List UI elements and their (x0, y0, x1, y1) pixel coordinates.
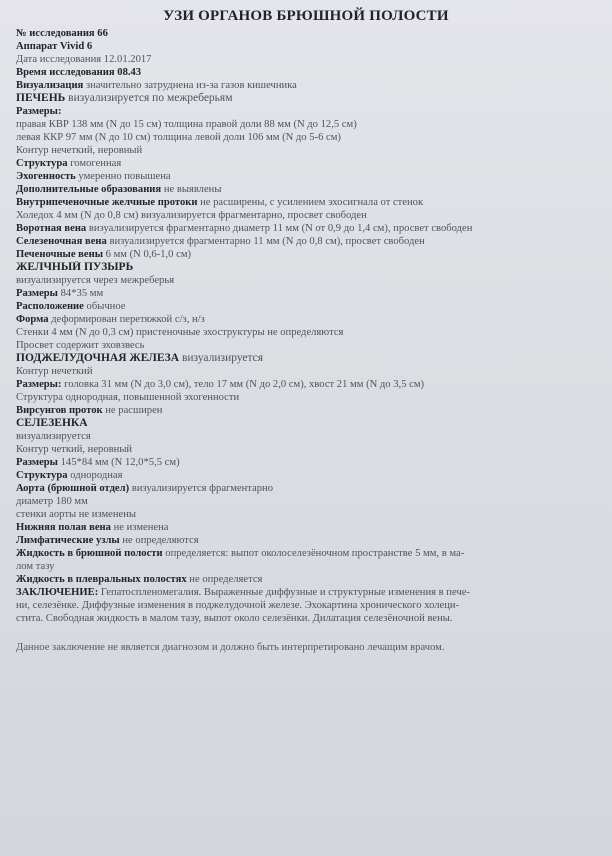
report-line (16, 508, 606, 521)
line-text: Контур нечеткий (16, 366, 93, 377)
report-line (16, 586, 606, 599)
line-label: Размеры: (16, 379, 62, 390)
page-title: УЗИ ОРГАНОВ БРЮШНОЙ ПОЛОСТИ (163, 8, 449, 24)
report-line (16, 599, 606, 612)
line-label: Дополнительные образования (16, 184, 162, 195)
line-text: стита. Свободная жидкость в малом тазу, выпот около селезёнки. Дилатация селезёночной вены. (16, 613, 453, 624)
line-text: лом тазу (16, 561, 55, 572)
report-line (16, 352, 606, 365)
report-line (16, 469, 606, 482)
line-text: не определяются (122, 535, 199, 546)
report-line (16, 573, 606, 586)
report-line (16, 196, 606, 209)
report-line (16, 404, 606, 417)
line-text: 145*84 мм (N 12,0*5,5 см) (60, 457, 180, 468)
line-label: Визуализация (16, 80, 84, 91)
line-label: Время исследования 08.43 (16, 67, 142, 78)
report-line (16, 144, 606, 157)
line-text: визуализируется через межреберья (16, 275, 175, 286)
line-label: Размеры (16, 457, 58, 468)
report-line (16, 391, 606, 404)
report-line (16, 482, 606, 495)
report-line (16, 131, 606, 144)
report-line (16, 560, 606, 573)
line-label: Внутрипеченочные желчные протоки (16, 197, 198, 208)
line-text: 6 мм (N 0,6-1,0 см) (105, 249, 192, 260)
line-label: Воротная вена (16, 223, 87, 234)
line-label: Размеры (16, 288, 58, 299)
report-line (16, 27, 606, 40)
line-text: значительно затруднена из-за газов кишечника (85, 80, 297, 91)
report-line (16, 53, 606, 66)
report-line (16, 326, 606, 339)
line-label: Структура (16, 470, 68, 481)
line-text: не расширены, с усилением эхосигнала от стенок (200, 197, 424, 208)
line-label: ЖЕЛЧНЫЙ ПУЗЫРЬ (16, 261, 134, 273)
line-label: ПОДЖЕЛУДОЧНАЯ ЖЕЛЕЗА (16, 352, 180, 364)
report-line (16, 313, 606, 326)
report-line (16, 261, 606, 274)
line-text: левая ККР 97 мм (N до 10 см) толщина левой доли 106 мм (N до 5-6 см) (16, 132, 341, 143)
line-label: Эхогенность (16, 171, 76, 182)
report-line (16, 443, 606, 456)
line-label: Форма (16, 314, 49, 325)
line-text: обычное (86, 301, 126, 312)
report-line (16, 105, 606, 118)
report-line (16, 92, 606, 105)
report-line (16, 456, 606, 469)
line-text: Дата исследования 12.01.2017 (16, 54, 152, 65)
line-label: Размеры: (16, 106, 62, 117)
line-text: головка 31 мм (N до 3,0 см), тело 17 мм (N до 2,0 см), хвост 21 мм (N до 3,5 см) (64, 379, 425, 390)
line-text: Стенки 4 мм (N до 0,3 см) пристеночные эхоструктуры не определяются (16, 327, 344, 338)
report-line (16, 612, 606, 625)
line-text: не изменена (113, 522, 169, 533)
line-label: Аппарат Vivid 6 (16, 41, 93, 52)
line-label: Жидкость в брюшной полости (16, 548, 163, 559)
line-text: диаметр 180 мм (16, 496, 88, 507)
line-text: Гепатоспленомегалия. Выраженные диффузные и структурные изменения в пече- (100, 587, 470, 598)
line-label: СЕЛЕЗЕНКА (16, 417, 88, 429)
line-text: Холедох 4 мм (N до 0,8 см) визуализируется фрагментарно, просвет свободен (16, 210, 367, 221)
line-label: ЗАКЛЮЧЕНИЕ: (16, 587, 99, 598)
line-text: стенки аорты не изменены (16, 509, 137, 520)
line-text: Контур нечеткий, неровный (16, 145, 143, 156)
line-text: умеренно повышена (78, 171, 171, 182)
line-text: не расширен (105, 405, 163, 416)
report-line (16, 248, 606, 261)
report-line (16, 287, 606, 300)
line-label: Лимфатические узлы (16, 535, 120, 546)
report-line (16, 495, 606, 508)
report-line (16, 235, 606, 248)
report-line (16, 365, 606, 378)
line-text: визуализируется (181, 352, 264, 364)
report-line (16, 40, 606, 53)
line-text: однородная (70, 470, 123, 481)
line-label: Вирсунгов проток (16, 405, 103, 416)
line-text: определяется: выпот околоселезёночном пространстве 5 мм, в ма- (165, 548, 465, 559)
report-line (16, 209, 606, 222)
line-text: не определяется (189, 574, 263, 585)
disclaimer-note: Данное заключение не является диагнозом и должно быть интерпретировано лечащим врачом. (16, 642, 445, 653)
report-line (16, 521, 606, 534)
line-text: визуализируется фрагментарно 11 мм (N до 0,8 см), просвет свободен (109, 236, 425, 247)
line-label: Печеночные вены (16, 249, 103, 260)
report-line (16, 547, 606, 560)
line-text: визуализируется фрагментарно (131, 483, 274, 494)
line-label: Нижняя полая вена (16, 522, 111, 533)
report-line (16, 378, 606, 391)
report-line (16, 417, 606, 430)
line-label: Расположение (16, 301, 84, 312)
line-text: Контур четкий, неровный (16, 444, 133, 455)
line-text: гомогенная (70, 158, 122, 169)
line-label: ПЕЧЕНЬ (16, 92, 66, 104)
report-line (16, 118, 606, 131)
report-line (16, 430, 606, 443)
line-label: Селезеночная вена (16, 236, 107, 247)
report-line (16, 66, 606, 79)
line-text: деформирован перетяжкой с/з, н/з (51, 314, 205, 325)
report-line (16, 274, 606, 287)
line-text: Структура однородная, повышенной эхогенности (16, 392, 240, 403)
report-line (16, 183, 606, 196)
line-text: визуализируется фрагментарно диаметр 11 мм (N от 0,9 до 1,4 см), просвет свободен (88, 223, 473, 234)
report-line (16, 222, 606, 235)
report-line (16, 170, 606, 183)
line-text: ни, селезёнке. Диффузные изменения в поджелудочной железе. Эхокартина хронического холеци- (16, 600, 460, 611)
report-line (16, 339, 606, 352)
line-text: правая КВР 138 мм (N до 15 см) толщина правой доли 88 мм (N до 12,5 см) (16, 119, 357, 130)
report-body (16, 27, 606, 654)
report-line (16, 534, 606, 547)
line-text: визуализируется по межреберьям (68, 92, 233, 104)
report-line (16, 79, 606, 92)
line-text: визуализируется (16, 431, 91, 442)
line-text: не выявлены (163, 184, 222, 195)
line-label: Аорта (брюшной отдел) (16, 483, 130, 494)
line-label: Структура (16, 158, 68, 169)
line-text: Просвет содержит эховзвесь (16, 340, 145, 351)
line-label: Жидкость в плевральных полостях (16, 574, 187, 585)
line-label: № исследования 66 (16, 28, 108, 39)
report-line (16, 157, 606, 170)
report-line (16, 300, 606, 313)
line-text: 84*35 мм (60, 288, 104, 299)
